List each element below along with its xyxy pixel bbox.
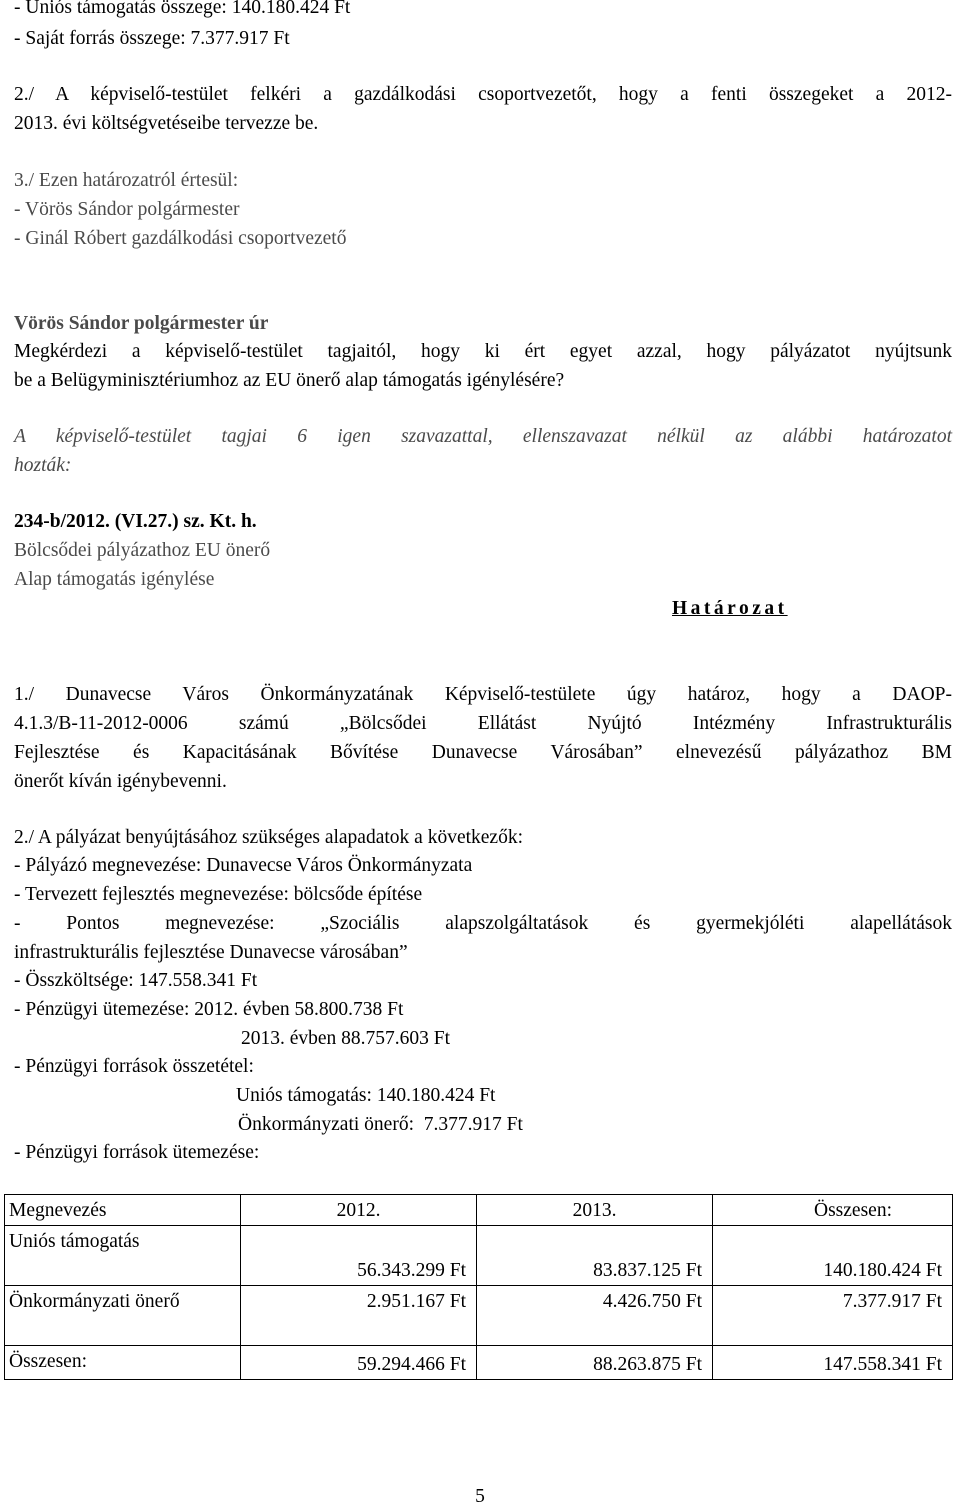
list-item: - Vörös Sándor polgármester [14,199,240,220]
resolution-heading: Határozat [672,598,788,619]
paragraph-line: 3./ Ezen határozatról értesül: [14,170,239,191]
table-header-cell: Megnevezés [5,1195,241,1226]
table-header-cell: 2012. [241,1195,477,1226]
paragraph-line: be a Belügyminisztériumhoz az EU önerő alap támogatás igénylésére? [14,370,565,391]
resolution-subject: Bölcsődei pályázathoz EU önerő [14,540,271,561]
list-item: - Pontos megnevezése: „Szociális alapszolgáltatások és gyermekjóléti alapellátások [14,913,952,934]
table-cell: 4.426.750 Ft [477,1286,713,1346]
table-cell: 147.558.341 Ft [713,1346,953,1380]
list-item: - Pénzügyi források ütemezése: [14,1142,260,1163]
resolution-subject: Alap támogatás igénylése [14,569,215,590]
table-row [5,1226,953,1286]
list-item: infrastrukturális fejlesztése Dunavecse városában” [14,942,408,963]
table-cell: 83.837.125 Ft [477,1226,713,1286]
table-cell: 140.180.424 Ft [713,1226,953,1286]
table-header-cell: Összesen: [713,1195,953,1226]
paragraph-line: önerőt kíván igénybevenni. [14,771,227,792]
list-item: - Pályázó megnevezése: Dunavecse Város Önkormányzata [14,855,473,876]
page-number: 5 [475,1486,485,1507]
paragraph-line: 2./ A képviselő-testület felkéri a gazdálkodási csoportvezetőt, hogy a fenti összegeket a 2012- [14,84,952,105]
list-item: Uniós támogatás: 140.180.424 Ft [236,1085,496,1106]
list-item: - Uniós támogatás összege: 140.180.424 Ft [14,0,351,18]
list-item: - Tervezett fejlesztés megnevezése: bölcsőde építése [14,884,423,905]
paragraph-line: 4.1.3/B-11-2012-0006 számú „Bölcsődei Ellátást Nyújtó Intézmény Infrastrukturális [14,713,952,734]
list-item: - Összköltsége: 147.558.341 Ft [14,970,258,991]
table-cell: 88.263.875 Ft [477,1346,713,1380]
paragraph-line: 1./ Dunavecse Város Önkormányzatának Képviselő-testülete úgy határoz, hogy a DAOP- [14,684,952,705]
financing-table [4,1194,953,1380]
table-cell: 59.294.466 Ft [241,1346,477,1380]
table-cell: Uniós támogatás [5,1226,241,1286]
table-cell: Önkormányzati önerő [5,1286,241,1346]
paragraph-line: Megkérdezi a képviselő-testület tagjaitól, hogy ki ért egyet azzal, hogy pályázatot nyújtsunk [14,341,952,362]
list-item: - Saját forrás összege: 7.377.917 Ft [14,28,290,49]
list-item: - Pénzügyi források összetétel: [14,1056,254,1077]
table-cell: 56.343.299 Ft [241,1226,477,1286]
list-item: - Ginál Róbert gazdálkodási csoportvezető [14,228,347,249]
list-item: - Pénzügyi ütemezése: 2012. évben 58.800.738 Ft [14,999,404,1020]
table-cell: 2.951.167 Ft [241,1286,477,1346]
list-item: Önkormányzati önerő: 7.377.917 Ft [238,1114,523,1135]
list-item: 2013. évben 88.757.603 Ft [241,1028,451,1049]
paragraph-line: 2./ A pályázat benyújtásához szükséges alapadatok a következők: [14,827,523,848]
table-header-row [5,1195,953,1226]
paragraph-line: Fejlesztése és Kapacitásának Bővítése Dunavecse Városában” elnevezésű pályázathoz BM [14,742,952,763]
table-header-cell: 2013. [477,1195,713,1226]
vote-line: A képviselő-testület tagjai 6 igen szavazattal, ellenszavazat nélkül az alábbi határozatot [14,426,952,447]
speaker-heading: Vörös Sándor polgármester úr [14,313,269,334]
vote-line: hozták: [14,455,72,476]
table-cell: Összesen: [5,1346,241,1380]
paragraph-line: 2013. évi költségvetéseibe tervezze be. [14,113,319,134]
table-row [5,1286,953,1346]
table-row [5,1346,953,1380]
resolution-number: 234-b/2012. (VI.27.) sz. Kt. h. [14,511,257,532]
table-cell: 7.377.917 Ft [713,1286,953,1346]
